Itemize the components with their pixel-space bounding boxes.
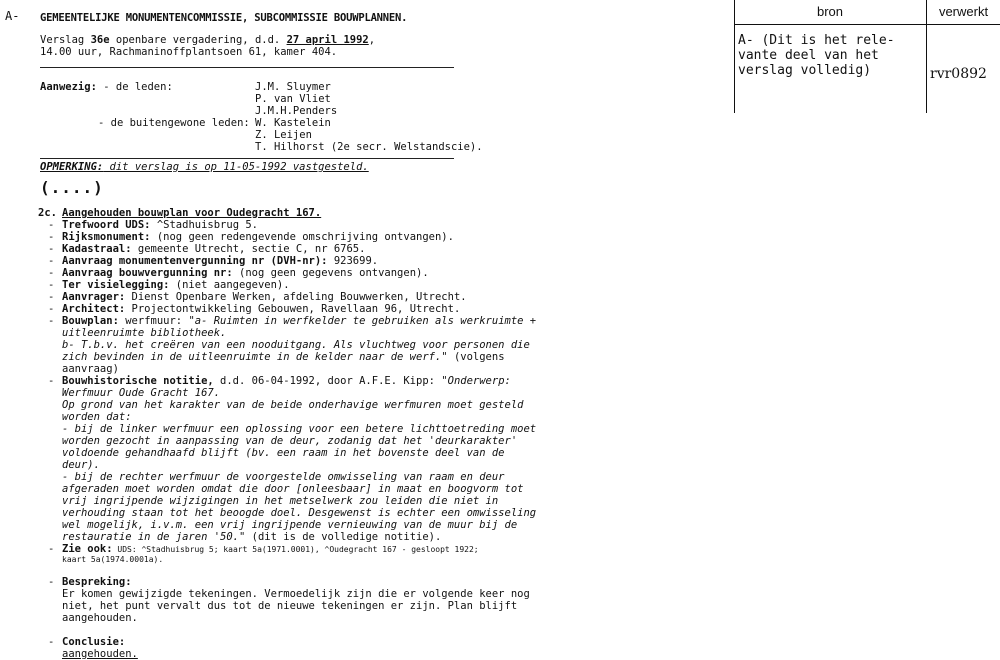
field-label: Bouwhistorische notitie, [62, 375, 214, 387]
field-bouwplan: - Bouwplan: werfmuur: "a- Ruimten in werfkelder te gebruiken als werkruimte + uitleenruimte bibliotheek. b- T.b.v. het creëren van een nooduitgang. Als vluchtweg voor personen die zich bevinden in de uitleenruimte in de kelder naar de werf." (volgens aanvraag) [48, 315, 537, 375]
source-note [738, 33, 924, 78]
meeting-date: 27 april 1992 [286, 34, 369, 46]
field-architect: - Architect: Projectontwikkeling Gebouwen, Ravellaan 96, Utrecht. [48, 303, 461, 315]
processed-code: rvr0892 [930, 66, 987, 82]
field-label: Bouwplan: [62, 315, 119, 327]
field-value: gemeente Utrecht, sectie C, nr 6765. [131, 243, 366, 255]
field-value: aangehouden. [62, 612, 138, 624]
field-value: deur). [62, 459, 100, 471]
field-value: - bij de rechter werfmuur de voorgestelde omwisseling van raam en deur [62, 471, 505, 483]
field-value: kaart 5a(1974.0001a). [62, 555, 164, 564]
organisation-heading: GEMEENTELIJKE MONUMENTENCOMMISSIE, SUBCOMMISSIE BOUWPLANNEN. [40, 12, 408, 24]
field-conclusie: - Conclusie: aangehouden. [48, 636, 518, 660]
field-value: wel mogelijk, i.v.m. een vrij ingrijpende vernieuwing van de muur bij de [62, 519, 518, 531]
meeting-info [40, 34, 375, 58]
field-value: a- Ruimten in werfkelder te gebruiken als werkruimte + [194, 315, 537, 327]
field-value: Projectontwikkeling Gebouwen, Ravellaan 96, Utrecht. [125, 303, 461, 315]
field-monumentenvergunning: - Aanvraag monumentenvergunning nr (DVH-nr): 923699. [48, 255, 379, 267]
section-marker: A- [5, 9, 20, 23]
field-label: Conclusie: [62, 636, 126, 648]
field-value: UDS: ^Stadhuisbrug 5; kaart 5a(1971.0001), ^Oudegracht 167 - gesloopt 1922; [112, 545, 479, 554]
extra-member-name: W. Kastelein [255, 117, 331, 129]
source-note-line: A- (Dit is het rele- [738, 33, 895, 48]
field-value: worden dat: [62, 411, 132, 423]
attendee-list [255, 81, 483, 153]
field-value: " (volgens [441, 351, 505, 363]
meeting-prefix: Verslag [40, 34, 91, 46]
section-fields [48, 219, 537, 660]
field-value: (nog geen redengevende omschrijving ontvangen). [150, 231, 454, 243]
table-header-divider [734, 24, 1000, 25]
field-kadastraal: - Kadastraal: gemeente Utrecht, sectie C, nr 6765. [48, 243, 366, 255]
field-value: restauratie in de jaren '50. [62, 531, 240, 543]
meeting-location: 14.00 uur, Rachmaninoffplantsoen 61, kamer 404. [40, 46, 338, 58]
field-value: 923699. [327, 255, 379, 267]
field-value: niet, het punt vervalt dus tot de nieuwe tekeningen er zijn. Plan blijft [62, 600, 518, 612]
member-name: P. van Vliet [255, 93, 331, 105]
attendance-label [40, 81, 173, 93]
table-header-verwerkt: verwerkt [938, 4, 989, 19]
extra-member-name: T. Hilhorst (2e secr. Welstandscie). [255, 141, 483, 153]
meeting-mid: openbare vergadering, d.d. [109, 34, 287, 46]
field-label: Aanvrager: [62, 291, 126, 303]
field-value: Op grond van het karakter van de beide onderhavige werfmuren moet gesteld [62, 399, 524, 411]
field-label: Aanvraag bouwvergunning nr: [62, 267, 233, 279]
field-ter-visielegging: - Ter visielegging: (niet aangegeven). [48, 279, 290, 291]
field-value: (niet aangegeven). [169, 279, 290, 291]
meeting-number: 36e [90, 34, 110, 46]
member-name: J.M.H.Penders [255, 105, 338, 117]
field-label: Kadastraal: [62, 243, 132, 255]
field-value: b- T.b.v. het creëren van een nooduitgang. Als vluchtweg voor personen die [62, 339, 530, 351]
remark [40, 161, 369, 173]
field-value: (nog geen gegevens ontvangen). [232, 267, 429, 279]
extra-members-label: - de buitengewone leden: [98, 117, 250, 129]
field-value: d.d. 06-04-1992, door A.F.E. Kipp: " [213, 375, 448, 387]
field-label: Zie ook: [62, 543, 113, 555]
attendance-label-bold: Aanwezig: [40, 81, 97, 93]
field-value: Onderwerp: [447, 375, 511, 387]
field-label: Ter visielegging: [62, 279, 170, 291]
remark-label: OPMERKING: [40, 161, 104, 173]
field-value: Er komen gewijzigde tekeningen. Vermoedelijk zijn die er volgende keer nog [62, 588, 530, 600]
field-label: Rijksmonument: [62, 231, 151, 243]
extra-member-name: Z. Leijen [255, 129, 312, 141]
field-rijksmonument: - Rijksmonument: (nog geen redengevende omschrijving ontvangen). [48, 231, 454, 243]
field-value: vrij ingrijpende wijzigingen in het metselwerk zou leiden die niet in [62, 495, 499, 507]
field-value: - bij de linker werfmuur een oplossing voor een betere lichttoetreding moet [62, 423, 537, 435]
field-zie-ook: - Zie ook: UDS: ^Stadhuisbrug 5; kaart 5a(1971.0001), ^Oudegracht 167 - gesloopt 1922; kaart 5a(1974.0001a). [48, 543, 518, 564]
field-value: ^Stadhuisbrug 5. [150, 219, 258, 231]
attendance-members-label: - de leden: [96, 81, 173, 93]
section-title: Aangehouden bouwplan voor Oudegracht 167. [62, 207, 322, 219]
field-value: verhouding staan tot het beoogde doel. Desgewenst is echter een omwisseling [62, 507, 537, 519]
field-value: " (dit is de volledige notitie). [239, 531, 442, 543]
field-label: Architect: [62, 303, 126, 315]
source-table [734, 0, 1000, 113]
field-value: Werfmuur Oude Gracht 167. [62, 387, 221, 399]
section-number: 2c. [38, 207, 57, 219]
field-aanvrager: - Aanvrager: Dienst Openbare Werken, afdeling Bouwwerken, Utrecht. [48, 291, 467, 303]
omission-marker: (....) [40, 178, 104, 197]
field-bouwhistorie: - Bouwhistorische notitie, d.d. 06-04-1992, door A.F.E. Kipp: "Onderwerp: Werfmuur Oude Gracht 167. Op grond van het karakter van de beide onderhavige werfmuren moet gesteld worden dat: - bij de linker werfmuur een oplossing voor een betere lichttoetreding moet worden gezocht in aanpassing van de deur, zodanig dat het 'deurkarakter' voldoende gehandhaafd blijft (bv. een raam in het bovenste deel van de deur). - bij de rechter werfmuur de voorgestelde omwisseling van raam en deur afgeraden moet worden omdat die door [onleesbaar] in maat en boogvorm tot vrij ingrijpende wijzigingen in het metselwerk zou leiden die niet in verhouding staan tot het beoogde doel. Desgewenst is echter een omwisseling wel mogelijk, i.v.m. een vrij ingrijpende vernieuwing van de muur bij de restauratie in de jaren '50." (dit is de volledige notitie). [48, 375, 537, 543]
field-value: voldoende gehandhaafd blijft (bv. een raam in het bovenste deel van de [62, 447, 505, 459]
field-bespreking: - Bespreking: Er komen gewijzigde tekeningen. Vermoedelijk zijn die er volgende keer nog niet, het punt vervalt dus tot de nieuwe tekeningen er zijn. Plan blijft aangehouden. [48, 576, 530, 624]
divider-line [40, 158, 454, 159]
divider-line [40, 67, 454, 68]
table-header-bron: bron [816, 4, 844, 19]
field-label: Trefwoord UDS: [62, 219, 151, 231]
field-value: Dienst Openbare Werken, afdeling Bouwwerken, Utrecht. [125, 291, 467, 303]
field-value: uitleenruimte bibliotheek. [62, 327, 227, 339]
field-value: aanvraag) [62, 363, 119, 375]
source-note-line: vante deel van het [738, 48, 879, 63]
field-label: Aanvraag monumentenvergunning nr (DVH-nr): [62, 255, 328, 267]
member-name: J.M. Sluymer [255, 81, 331, 93]
field-value: zich bevinden in de uitleenruimte in de kelder naar de werf. [62, 351, 442, 363]
field-label: Bespreking: [62, 576, 132, 588]
field-bouwvergunning: - Aanvraag bouwvergunning nr: (nog geen gegevens ontvangen). [48, 267, 429, 279]
field-value: aangehouden. [62, 648, 138, 660]
meeting-suffix: , [368, 34, 376, 46]
remark-text: dit verslag is op 11-05-1992 vastgesteld. [103, 161, 369, 173]
field-value: worden gezocht in aanpassing van de deur, zodanig dat het 'deurkarakter' [62, 435, 518, 447]
field-value: afgeraden moet worden omdat die door [onleesbaar] in maat en boogvorm tot [62, 483, 524, 495]
field-trefwoord: - Trefwoord UDS: ^Stadhuisbrug 5. [48, 219, 258, 231]
field-value: werfmuur: " [118, 315, 195, 327]
source-note-line: verslag volledig) [738, 63, 872, 78]
